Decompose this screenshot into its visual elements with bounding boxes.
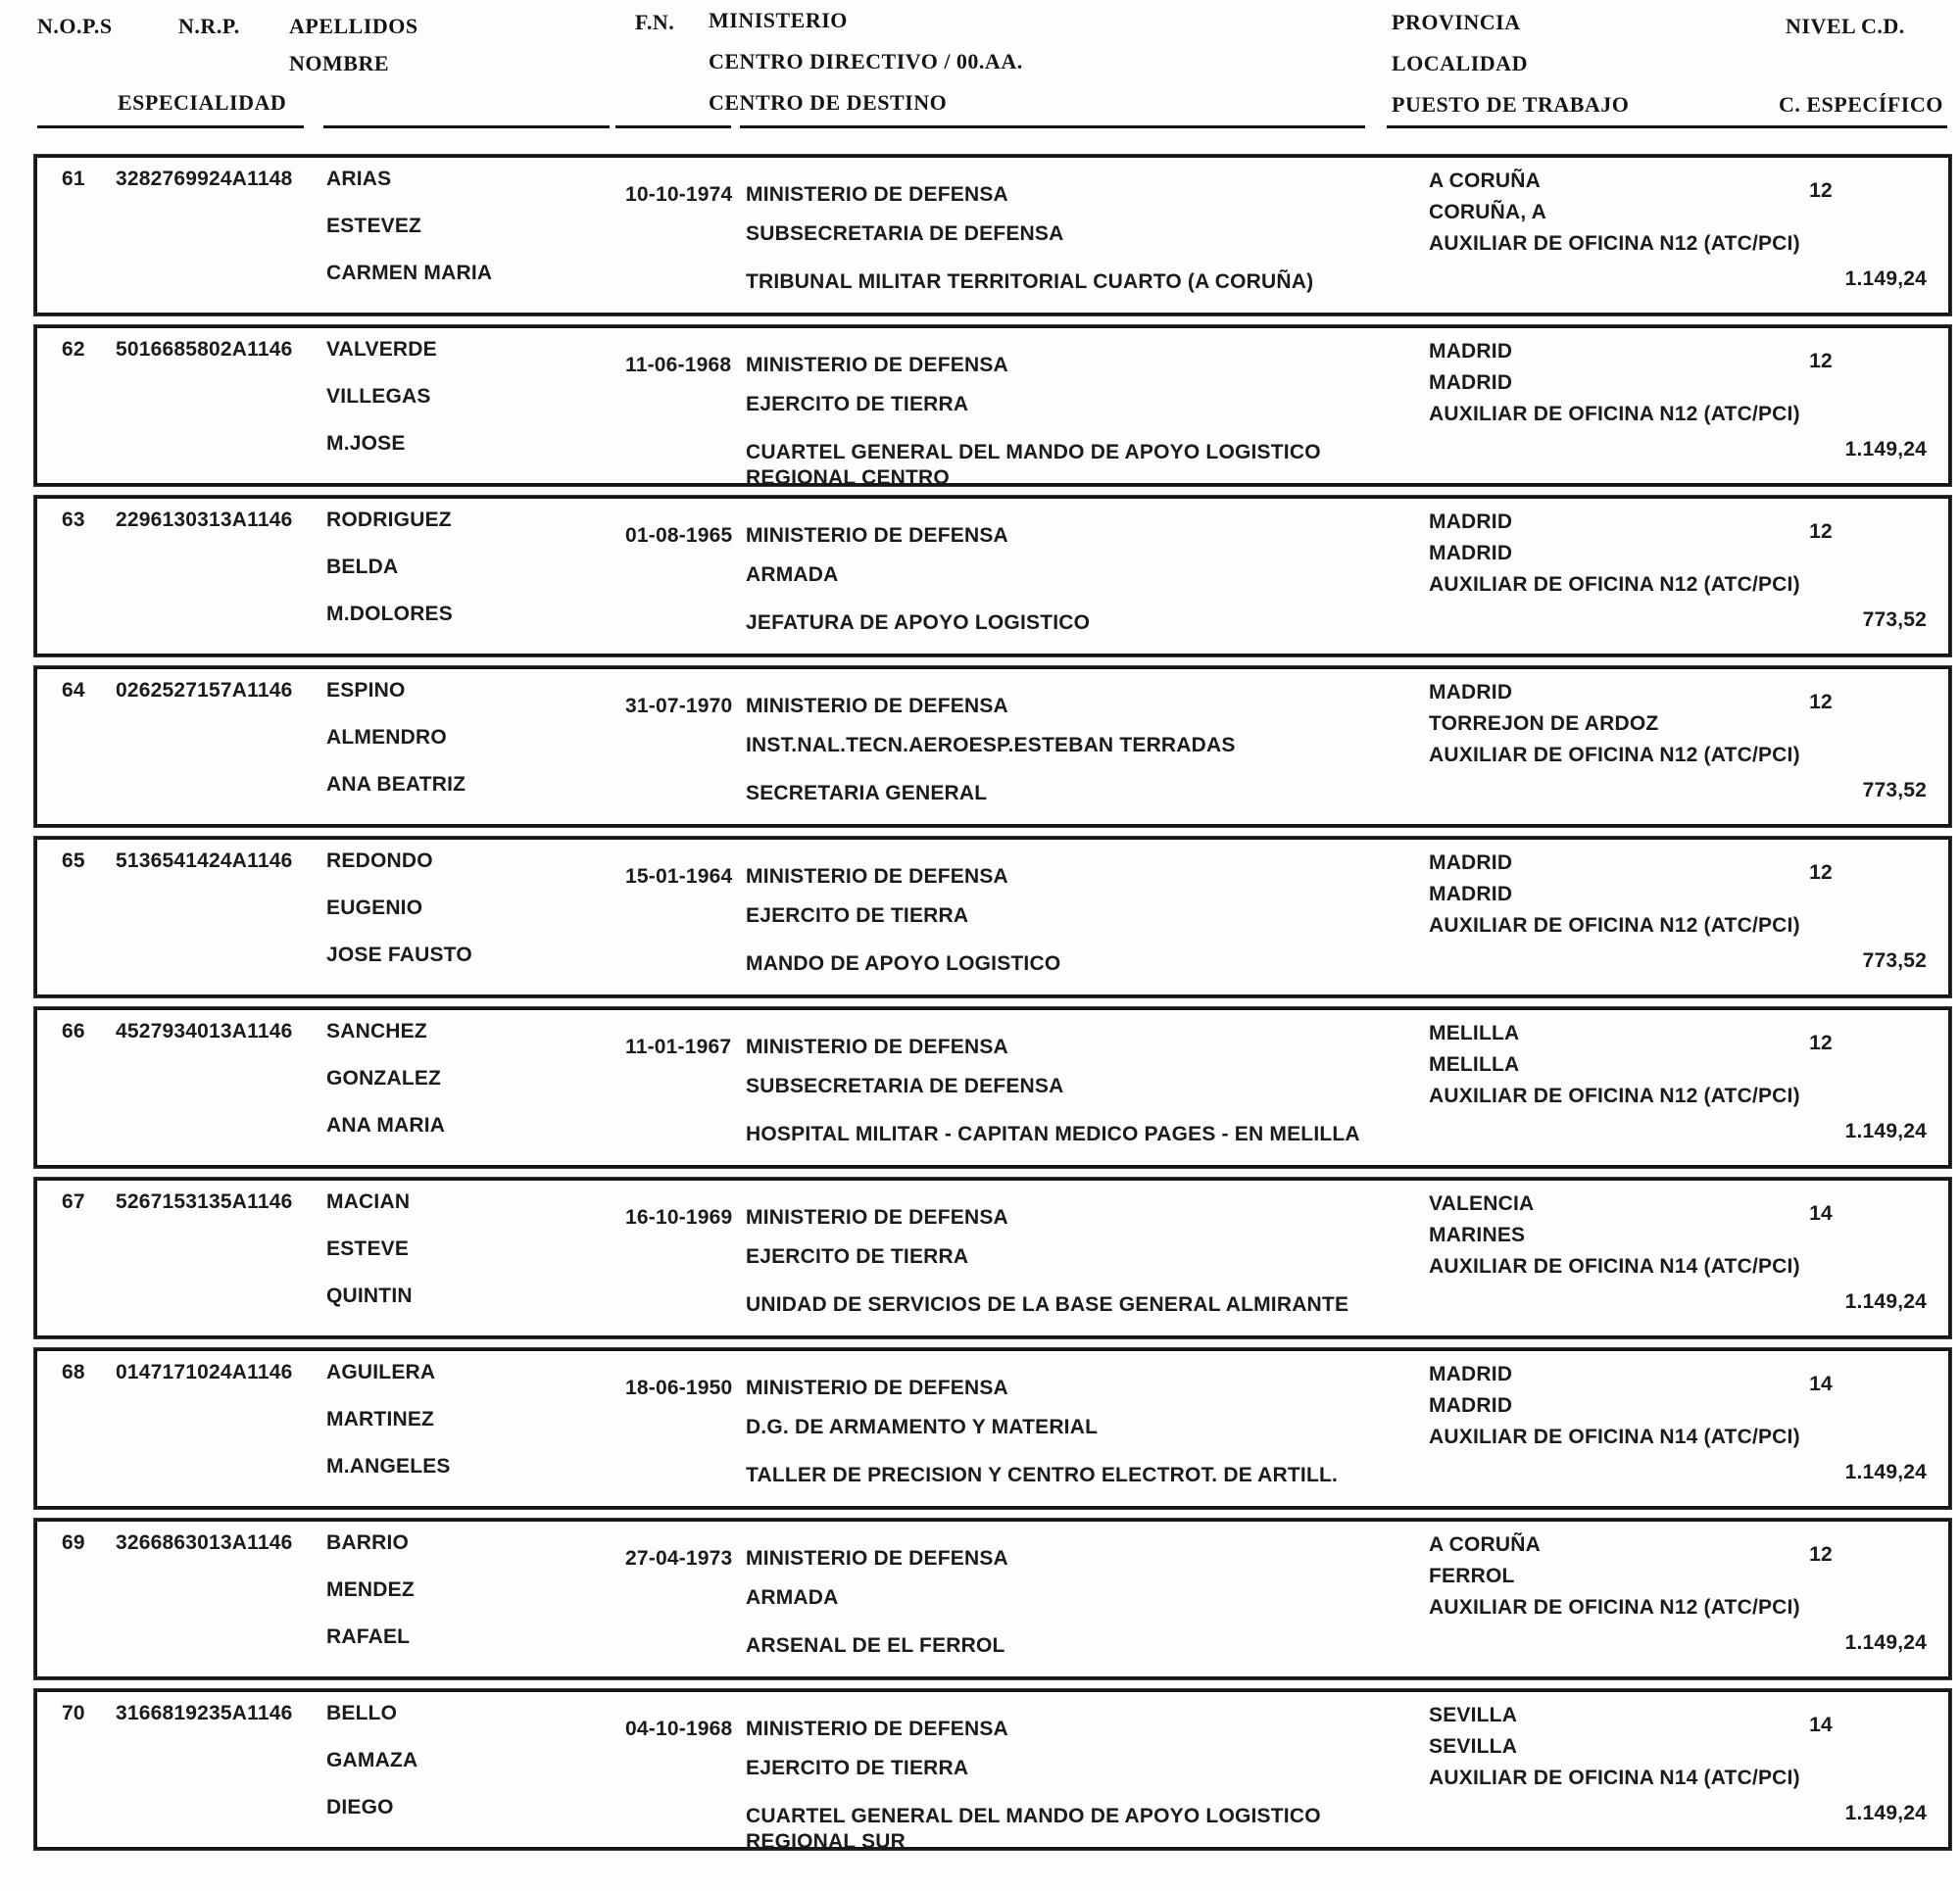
record-apellido-2: EUGENIO — [326, 897, 423, 919]
header-rule-1 — [37, 125, 304, 128]
header-provincia: PROVINCIA — [1392, 10, 1521, 34]
header-centro-directivo: CENTRO DIRECTIVO / 00.AA. — [709, 49, 1023, 73]
record-apellido-1: ESPINO — [326, 679, 406, 702]
record-apellido-2: VILLEGAS — [326, 385, 431, 408]
record-centro-directivo: SUBSECRETARIA DE DEFENSA — [746, 222, 1064, 245]
record-nombre: M.JOSE — [326, 432, 406, 455]
record-centro-destino: MANDO DE APOYO LOGISTICO — [746, 952, 1061, 975]
record-puesto: AUXILIAR DE OFICINA N12 (ATC/PCI) — [1429, 744, 1800, 766]
record-nrp: 3166819235A1146 — [116, 1702, 293, 1724]
header-localidad: LOCALIDAD — [1392, 51, 1528, 75]
record-centro-destino-2: REGIONAL SUR — [746, 1830, 906, 1853]
record-nivel: 14 — [1809, 1202, 1833, 1225]
record-nops: 70 — [62, 1702, 85, 1724]
record-nops: 62 — [62, 338, 85, 361]
record-especifico: 773,52 — [1862, 779, 1927, 801]
record-apellido-1: VALVERDE — [326, 338, 437, 361]
record-nrp: 0262527157A1146 — [116, 679, 293, 702]
header-fn: F.N. — [635, 10, 675, 34]
record-row — [34, 325, 1951, 489]
record-centro-directivo: SUBSECRETARIA DE DEFENSA — [746, 1075, 1064, 1097]
record-fecha-nacimiento: 16-10-1969 — [625, 1206, 733, 1229]
record-centro-directivo: INST.NAL.TECN.AEROESP.ESTEBAN TERRADAS — [746, 734, 1236, 756]
record-nivel: 12 — [1809, 1543, 1833, 1566]
record-fecha-nacimiento: 15-01-1964 — [625, 865, 733, 888]
record-centro-destino: HOSPITAL MILITAR - CAPITAN MEDICO PAGES - EN MELILLA — [746, 1123, 1360, 1145]
record-row — [34, 1348, 1951, 1509]
record-centro-directivo: EJERCITO DE TIERRA — [746, 1757, 969, 1779]
record-ministerio: MINISTERIO DE DEFENSA — [746, 865, 1008, 888]
record-provincia: A CORUÑA — [1429, 170, 1541, 192]
record-nops: 64 — [62, 679, 85, 702]
record-especifico: 1.149,24 — [1844, 1461, 1927, 1483]
record-centro-destino-2: REGIONAL CENTRO — [746, 466, 950, 489]
record-puesto: AUXILIAR DE OFICINA N14 (ATC/PCI) — [1429, 1767, 1800, 1789]
record-nrp: 4527934013A1146 — [116, 1020, 293, 1042]
record-nops: 63 — [62, 509, 85, 531]
record-apellido-1: RODRIGUEZ — [326, 509, 452, 531]
record-nops: 61 — [62, 168, 85, 190]
record-centro-destino: CUARTEL GENERAL DEL MANDO DE APOYO LOGISTICO — [746, 1805, 1321, 1827]
record-provincia: MADRID — [1429, 681, 1513, 703]
record-ministerio: MINISTERIO DE DEFENSA — [746, 524, 1008, 547]
record-nops: 65 — [62, 849, 85, 872]
record-apellido-2: BELDA — [326, 556, 399, 578]
record-nombre: ANA MARIA — [326, 1114, 446, 1137]
record-apellido-1: SANCHEZ — [326, 1020, 427, 1042]
header-apellidos: APELLIDOS — [289, 14, 418, 38]
record-nombre: DIEGO — [326, 1796, 394, 1818]
record-centro-directivo: ARMADA — [746, 563, 839, 586]
record-apellido-2: MENDEZ — [326, 1578, 415, 1601]
record-fecha-nacimiento: 31-07-1970 — [625, 695, 733, 717]
record-provincia: VALENCIA — [1429, 1192, 1535, 1215]
record-centro-directivo: ARMADA — [746, 1586, 839, 1609]
record-nombre: QUINTIN — [326, 1285, 413, 1307]
header-rule-4 — [740, 125, 1365, 128]
record-centro-destino: TALLER DE PRECISION Y CENTRO ELECTROT. DE ARTILL. — [746, 1464, 1339, 1486]
record-ministerio: MINISTERIO DE DEFENSA — [746, 1206, 1008, 1229]
record-row — [34, 1689, 1951, 1853]
record-nops: 66 — [62, 1020, 85, 1042]
record-fecha-nacimiento: 27-04-1973 — [625, 1547, 733, 1570]
record-puesto: AUXILIAR DE OFICINA N12 (ATC/PCI) — [1429, 914, 1800, 937]
record-nops: 67 — [62, 1190, 85, 1213]
record-centro-destino: TRIBUNAL MILITAR TERRITORIAL CUARTO (A CORUÑA) — [746, 270, 1314, 293]
record-apellido-1: ARIAS — [326, 168, 392, 190]
record-nombre: M.ANGELES — [326, 1455, 451, 1478]
record-nivel: 12 — [1809, 350, 1833, 372]
record-nops: 69 — [62, 1531, 85, 1554]
record-centro-destino: SECRETARIA GENERAL — [746, 782, 988, 804]
record-especifico: 1.149,24 — [1844, 1120, 1927, 1142]
record-centro-directivo: EJERCITO DE TIERRA — [746, 904, 969, 927]
record-localidad: MADRID — [1429, 883, 1513, 905]
record-localidad: TORREJON DE ARDOZ — [1429, 712, 1659, 735]
record-localidad: MELILLA — [1429, 1053, 1520, 1076]
record-provincia: MADRID — [1429, 1363, 1513, 1385]
record-ministerio: MINISTERIO DE DEFENSA — [746, 1036, 1008, 1058]
record-ministerio: MINISTERIO DE DEFENSA — [746, 695, 1008, 717]
record-especifico: 773,52 — [1862, 608, 1927, 631]
header-ministerio: MINISTERIO — [709, 8, 848, 32]
record-fecha-nacimiento: 11-06-1968 — [625, 354, 732, 376]
record-apellido-2: GAMAZA — [326, 1749, 418, 1771]
record-fecha-nacimiento: 11-01-1967 — [625, 1036, 732, 1058]
record-provincia: MADRID — [1429, 340, 1513, 363]
record-nrp: 3266863013A1146 — [116, 1531, 293, 1554]
record-localidad: CORUÑA, A — [1429, 201, 1547, 223]
record-apellido-1: BELLO — [326, 1702, 398, 1724]
record-puesto: AUXILIAR DE OFICINA N12 (ATC/PCI) — [1429, 232, 1800, 255]
record-nivel: 14 — [1809, 1714, 1833, 1736]
record-puesto: AUXILIAR DE OFICINA N12 (ATC/PCI) — [1429, 1085, 1800, 1107]
record-row — [34, 1519, 1951, 1679]
record-localidad: MADRID — [1429, 1394, 1513, 1417]
record-fecha-nacimiento: 04-10-1968 — [625, 1718, 733, 1740]
records-container — [0, 147, 1960, 1860]
record-nombre: CARMEN MARIA — [326, 262, 493, 284]
record-puesto: AUXILIAR DE OFICINA N12 (ATC/PCI) — [1429, 573, 1800, 596]
header-nops: N.O.P.S — [37, 14, 113, 38]
table-header — [0, 0, 1960, 155]
header-centro-destino: CENTRO DE DESTINO — [709, 90, 948, 115]
record-apellido-1: BARRIO — [326, 1531, 410, 1554]
header-nivel: NIVEL C.D. — [1786, 14, 1905, 38]
record-centro-destino: ARSENAL DE EL FERROL — [746, 1634, 1005, 1657]
record-provincia: MELILLA — [1429, 1022, 1520, 1044]
record-nombre: JOSE FAUSTO — [326, 944, 472, 966]
record-row — [34, 496, 1951, 656]
record-localidad: FERROL — [1429, 1565, 1515, 1587]
header-rule-2 — [323, 125, 610, 128]
record-centro-directivo: EJERCITO DE TIERRA — [746, 393, 969, 415]
record-provincia: SEVILLA — [1429, 1704, 1518, 1726]
record-apellido-2: GONZALEZ — [326, 1067, 442, 1090]
record-nivel: 12 — [1809, 1032, 1833, 1054]
record-centro-directivo: D.G. DE ARMAMENTO Y MATERIAL — [746, 1416, 1099, 1438]
record-centro-destino: CUARTEL GENERAL DEL MANDO DE APOYO LOGISTICO — [746, 441, 1321, 463]
record-especifico: 1.149,24 — [1844, 1802, 1927, 1824]
record-nivel: 12 — [1809, 179, 1833, 202]
record-nrp: 5267153135A1146 — [116, 1190, 293, 1213]
record-ministerio: MINISTERIO DE DEFENSA — [746, 183, 1008, 206]
record-ministerio: MINISTERIO DE DEFENSA — [746, 354, 1008, 376]
record-apellido-1: MACIAN — [326, 1190, 411, 1213]
record-nrp: 5016685802A1146 — [116, 338, 293, 361]
record-apellido-2: ESTEVEZ — [326, 215, 422, 237]
record-ministerio: MINISTERIO DE DEFENSA — [746, 1718, 1008, 1740]
record-nombre: ANA BEATRIZ — [326, 773, 466, 796]
record-nrp: 3282769924A1148 — [116, 168, 293, 190]
record-nombre: M.DOLORES — [326, 603, 453, 625]
header-especifico: C. ESPECÍFICO — [1779, 92, 1943, 117]
record-row — [34, 1007, 1951, 1168]
header-rule-5 — [1387, 125, 1947, 128]
record-ministerio: MINISTERIO DE DEFENSA — [746, 1547, 1008, 1570]
record-puesto: AUXILIAR DE OFICINA N12 (ATC/PCI) — [1429, 1596, 1800, 1619]
record-localidad: MADRID — [1429, 371, 1513, 394]
record-apellido-2: ALMENDRO — [326, 726, 447, 749]
record-fecha-nacimiento: 01-08-1965 — [625, 524, 733, 547]
record-fecha-nacimiento: 18-06-1950 — [625, 1377, 733, 1399]
record-fecha-nacimiento: 10-10-1974 — [625, 183, 733, 206]
record-especifico: 773,52 — [1862, 949, 1927, 972]
record-puesto: AUXILIAR DE OFICINA N14 (ATC/PCI) — [1429, 1426, 1800, 1448]
record-localidad: MADRID — [1429, 542, 1513, 564]
record-ministerio: MINISTERIO DE DEFENSA — [746, 1377, 1008, 1399]
record-nrp: 2296130313A1146 — [116, 509, 293, 531]
record-especifico: 1.149,24 — [1844, 267, 1927, 290]
header-puesto: PUESTO DE TRABAJO — [1392, 92, 1630, 117]
record-nivel: 12 — [1809, 691, 1833, 713]
record-especifico: 1.149,24 — [1844, 438, 1927, 461]
record-nops: 68 — [62, 1361, 85, 1383]
record-row — [34, 155, 1951, 315]
record-localidad: MARINES — [1429, 1224, 1526, 1246]
record-row — [34, 837, 1951, 997]
record-nrp: 0147171024A1146 — [116, 1361, 293, 1383]
record-provincia: MADRID — [1429, 851, 1513, 874]
record-row — [34, 1178, 1951, 1338]
record-apellido-1: REDONDO — [326, 849, 433, 872]
record-centro-destino: JEFATURA DE APOYO LOGISTICO — [746, 611, 1091, 634]
record-localidad: SEVILLA — [1429, 1735, 1518, 1758]
record-nrp: 5136541424A1146 — [116, 849, 293, 872]
record-centro-destino: UNIDAD DE SERVICIOS DE LA BASE GENERAL ALMIRANTE — [746, 1293, 1349, 1316]
record-nivel: 12 — [1809, 520, 1833, 543]
record-nombre: RAFAEL — [326, 1625, 411, 1648]
record-especifico: 1.149,24 — [1844, 1631, 1927, 1654]
record-puesto: AUXILIAR DE OFICINA N14 (ATC/PCI) — [1429, 1255, 1800, 1278]
record-puesto: AUXILIAR DE OFICINA N12 (ATC/PCI) — [1429, 403, 1800, 425]
header-rule-3 — [615, 125, 731, 128]
record-row — [34, 666, 1951, 827]
header-nombre: NOMBRE — [289, 51, 389, 75]
header-nrp: N.R.P. — [178, 14, 240, 38]
record-nivel: 12 — [1809, 861, 1833, 884]
record-apellido-2: MARTINEZ — [326, 1408, 435, 1430]
record-centro-directivo: EJERCITO DE TIERRA — [746, 1245, 969, 1268]
record-nivel: 14 — [1809, 1373, 1833, 1395]
record-apellido-2: ESTEVE — [326, 1237, 410, 1260]
header-especialidad: ESPECIALIDAD — [118, 90, 287, 115]
record-provincia: MADRID — [1429, 510, 1513, 533]
record-apellido-1: AGUILERA — [326, 1361, 436, 1383]
record-especifico: 1.149,24 — [1844, 1290, 1927, 1313]
record-provincia: A CORUÑA — [1429, 1533, 1541, 1556]
